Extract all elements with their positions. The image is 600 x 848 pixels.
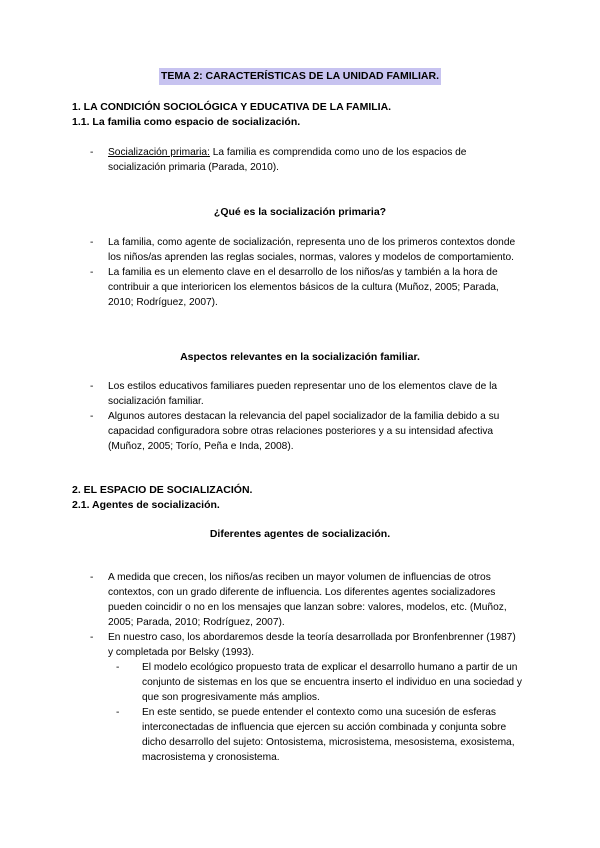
aspects-list — [90, 379, 522, 454]
section1-subheading: 1.1. La familia como espacio de socialización. — [72, 116, 301, 128]
list-item-text: En nuestro caso, los abordaremos desde la teoría desarrollada por Bronfenbrenner (1987) y completada por Belsky (1993). — [108, 632, 516, 658]
sub-list-item: - El modelo ecológico propuesto trata de explicar el desarrollo humano a partir de un conjunto de sistemas en los que se encuentra inserto el individuo en una sociedad y que son progresivamente más amplios. — [116, 660, 522, 705]
list-item: - Algunos autores destacan la relevancia del papel socializador de la familia debido a su capacidad configuradora sobre otras relaciones posteriores y a su intensidad afectiva (Muñoz, 2005; Torío, Peña e Inda, 2008). — [90, 409, 522, 454]
document-title: TEMA 2: CARACTERÍSTICAS DE LA UNIDAD FAMILIAR. — [159, 68, 441, 85]
sub-list-item: - En este sentido, se puede entender el contexto como una sucesión de esferas interconectadas de influencia que ejercen su acción combinada y conjunta sobre dicho desarrollo del sujeto: Ontosistema, microsistema, mesosistema, exosistema, macrosistema y cronosistema. — [116, 705, 522, 765]
primary-socialization-list — [90, 235, 522, 310]
question-heading: ¿Qué es la socialización primaria? — [213, 206, 387, 218]
intro-term: Socialización primaria: — [108, 147, 210, 158]
ecological-model-list — [108, 660, 522, 765]
aspects-heading: Aspectos relevantes en la socialización familiar. — [180, 351, 420, 363]
agents-list — [90, 570, 522, 765]
title-container — [0, 68, 600, 85]
list-item: - A medida que crecen, los niños/as reciben un mayor volumen de influencias de otros contextos, con un grado diferente de influencia. Los diferentes agentes socializadores pueden coincidir o no en los mensajes que lanzan sobre: valores, modelos, etc. (Muñoz, 2005; Parada, 2010; Rodríguez, 2007). — [90, 570, 522, 630]
list-item: - Los estilos educativos familiares pueden representar uno de los elementos clave de la socialización familiar. — [90, 379, 522, 409]
list-item: - La familia, como agente de socialización, representa uno de los primeros contextos donde los niños/as aprenden las reglas sociales, normas, valores y modelos de comportamiento. — [90, 235, 522, 265]
intro-text: La familia es comprendida como uno de los espacios de socialización primaria (Parada, 2010). — [108, 147, 467, 173]
list-item — [90, 630, 522, 765]
intro-list — [90, 145, 522, 175]
list-item — [90, 145, 522, 175]
section1-heading: 1. LA CONDICIÓN SOCIOLÓGICA Y EDUCATIVA DE LA FAMILIA. — [72, 101, 392, 113]
agents-heading: Diferentes agentes de socialización. — [209, 528, 391, 540]
section2-heading: 2. EL ESPACIO DE SOCIALIZACIÓN. — [72, 484, 253, 496]
section2-subheading: 2.1. Agentes de socialización. — [72, 499, 220, 511]
list-item: - La familia es un elemento clave en el desarrollo de los niños/as y también a la hora de contribuir a que interioricen los elementos básicos de la cultura (Muñoz, 2005; Parada, 2010; Rodríguez, 2007). — [90, 265, 522, 310]
